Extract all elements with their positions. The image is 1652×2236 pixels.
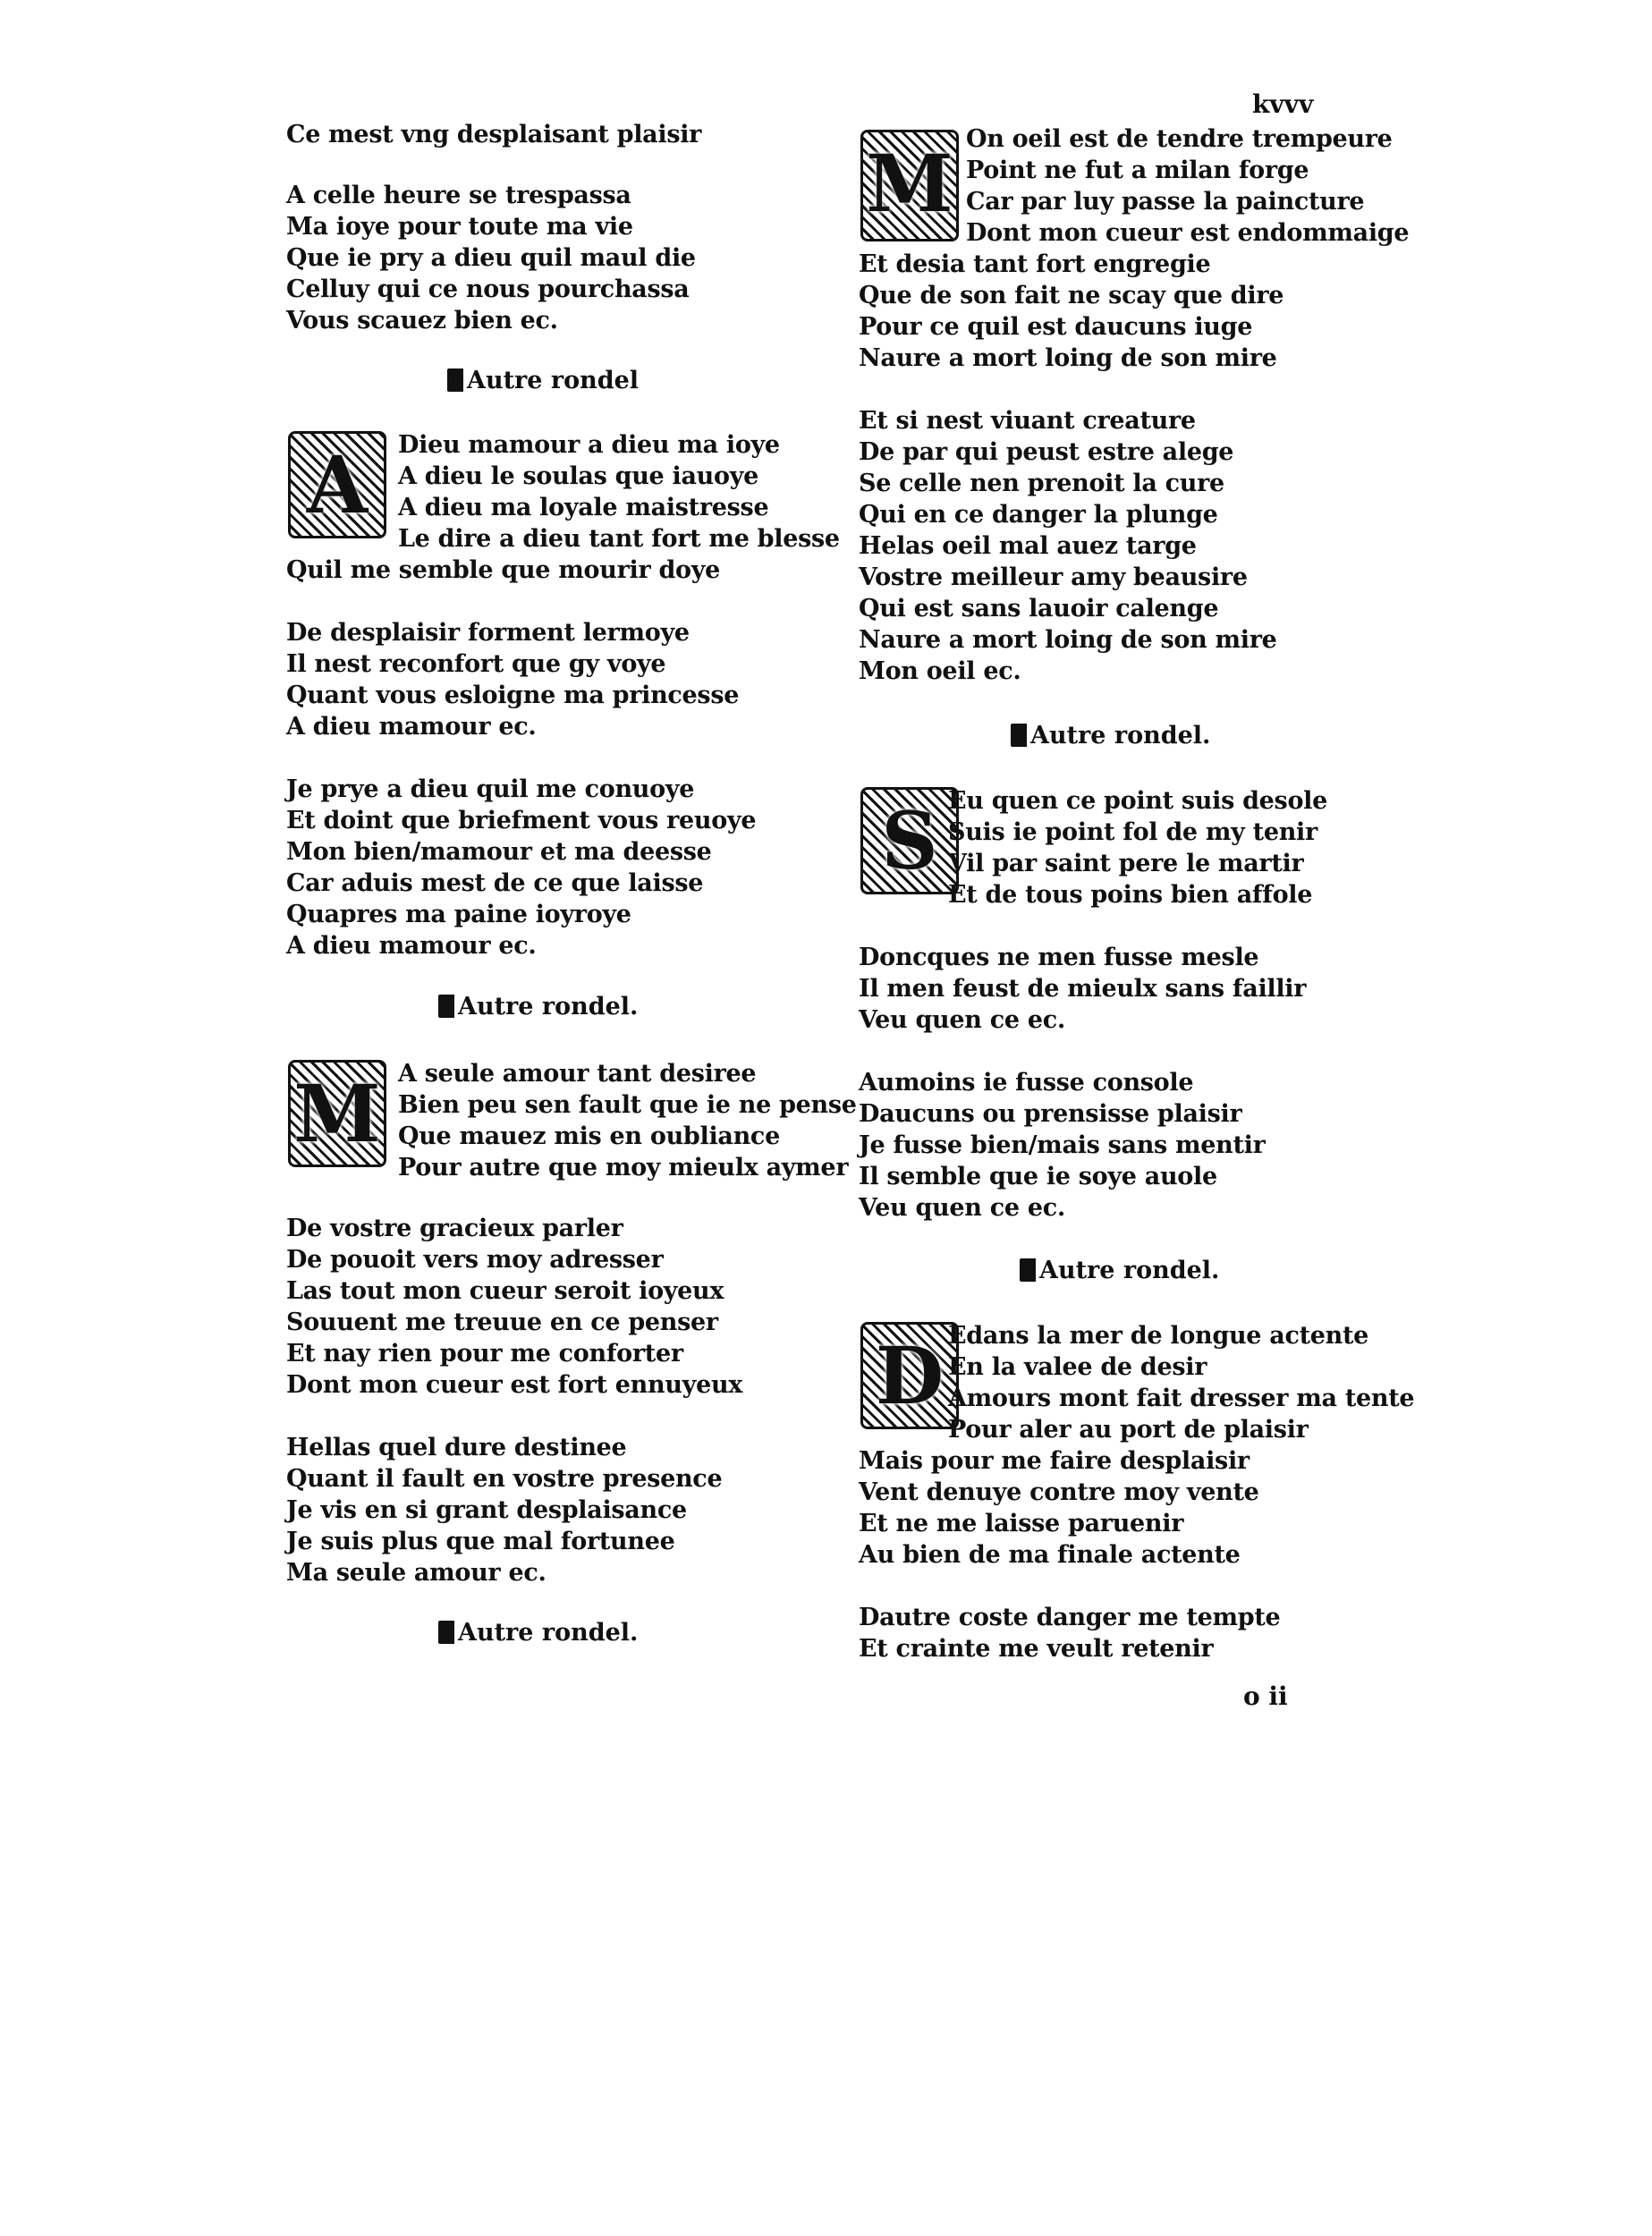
verse-line: Souuent me treuue en ce penser bbox=[286, 1309, 718, 1336]
rondel-heading bbox=[438, 1619, 638, 1647]
verse-line: Las tout mon cueur seroit ioyeux bbox=[286, 1277, 724, 1305]
verse-line: Ma seule amour ec. bbox=[286, 1559, 546, 1587]
verse-line: Que ie pry a dieu quil maul die bbox=[286, 244, 696, 272]
verse-line: Veu quen ce ec. bbox=[859, 1194, 1065, 1222]
verse-line: A dieu le soulas que iauoye bbox=[398, 462, 758, 490]
verse-line: Et si nest viuant creature bbox=[859, 407, 1196, 435]
verse-line: Et nay rien pour me conforter bbox=[286, 1340, 683, 1368]
verse-line: Quil me semble que mourir doye bbox=[286, 556, 721, 584]
verse-line: Veu quen ce ec. bbox=[859, 1006, 1065, 1034]
verse-line: Qui en ce danger la plunge bbox=[859, 501, 1218, 529]
verse-line: Mais pour me faire desplaisir bbox=[859, 1447, 1250, 1475]
verse-line: Naure a mort loing de son mire bbox=[859, 344, 1277, 372]
verse-line: Pour ce quil est daucuns iuge bbox=[859, 313, 1253, 341]
verse-line: Et crainte me veult retenir bbox=[859, 1635, 1214, 1663]
verse-line: Dieu mamour a dieu ma ioye bbox=[398, 431, 780, 459]
verse-line: Aumoins ie fusse console bbox=[859, 1069, 1194, 1097]
verse-line: Et ne me laisse paruenir bbox=[859, 1510, 1184, 1537]
verse-line: Il nest reconfort que gy voye bbox=[286, 650, 666, 678]
pilcrow-icon bbox=[1020, 1258, 1036, 1282]
verse-line: Il men feust de mieulx sans faillir bbox=[859, 975, 1307, 1003]
verse-line: Suis ie point fol de my tenir bbox=[948, 818, 1317, 846]
verse-line: Dont mon cueur est endommaige bbox=[966, 219, 1410, 247]
verse-line: A dieu mamour ec. bbox=[286, 713, 537, 741]
pilcrow-icon bbox=[438, 1621, 454, 1644]
initial-letter: A bbox=[306, 438, 369, 531]
verse-line: Point ne fut a milan forge bbox=[966, 157, 1309, 184]
verse-line: Vent denuye contre moy vente bbox=[859, 1478, 1259, 1506]
initial-letter: S bbox=[881, 794, 938, 887]
verse-line: Vostre meilleur amy beausire bbox=[859, 563, 1248, 591]
verse-line: De par qui peust estre alege bbox=[859, 438, 1234, 466]
verse-line: Vous scauez bien ec. bbox=[286, 307, 558, 335]
initial-letter: D bbox=[875, 1329, 945, 1422]
verse-line: Pour aler au port de plaisir bbox=[948, 1416, 1309, 1444]
verse-line: Mon bien/mamour et ma deesse bbox=[286, 838, 712, 866]
verse-line: Car par luy passe la paincture bbox=[966, 188, 1365, 216]
verse-line: A dieu ma loyale maistresse bbox=[398, 494, 769, 521]
folio-top: kvvv bbox=[1252, 89, 1314, 119]
verse-line: Au bien de ma finale actente bbox=[859, 1541, 1241, 1569]
decorated-initial bbox=[860, 130, 959, 241]
verse-line: A seule amour tant desiree bbox=[398, 1060, 757, 1088]
verse-line: A celle heure se trespassa bbox=[286, 182, 631, 209]
verse-line: Le dire a dieu tant fort me blesse bbox=[398, 525, 840, 553]
rondel-heading bbox=[1020, 1257, 1219, 1284]
verse-line: Quant vous esloigne ma princesse bbox=[286, 682, 740, 709]
verse-line: Amours mont fait dresser ma tente bbox=[948, 1385, 1415, 1412]
verse-line: Et desia tant fort engregie bbox=[859, 250, 1211, 278]
verse-line: Edans la mer de longue actente bbox=[948, 1322, 1369, 1350]
verse-line: En la valee de desir bbox=[948, 1353, 1207, 1381]
verse-line: Et de tous poins bien affole bbox=[948, 881, 1313, 909]
verse-line: Mon oeil ec. bbox=[859, 657, 1021, 685]
verse-line: Je vis en si grant desplaisance bbox=[286, 1496, 687, 1524]
verse-line: Ma ioye pour toute ma vie bbox=[286, 213, 633, 241]
verse-line: A dieu mamour ec. bbox=[286, 932, 537, 960]
verse-line: Hellas quel dure destinee bbox=[286, 1434, 627, 1461]
rondel-heading-text: Autre rondel. bbox=[1039, 1257, 1220, 1284]
rondel-heading bbox=[438, 993, 638, 1021]
verse-line: Que de son fait ne scay que dire bbox=[859, 282, 1284, 309]
verse-line: De desplaisir forment lermoye bbox=[286, 619, 690, 647]
initial-letter: M bbox=[293, 1067, 381, 1160]
verse-line: Pour autre que moy mieulx aymer bbox=[398, 1154, 849, 1182]
verse-line: Se celle nen prenoit la cure bbox=[859, 470, 1224, 497]
verse-line: Doncques ne men fusse mesle bbox=[859, 944, 1259, 971]
pilcrow-icon bbox=[1011, 724, 1027, 747]
verse-line: Dautre coste danger me tempte bbox=[859, 1604, 1281, 1631]
pilcrow-icon bbox=[438, 995, 454, 1018]
rondel-heading-text: Autre rondel. bbox=[458, 993, 639, 1021]
decorated-initial bbox=[288, 1060, 386, 1167]
verse-line: Quant il fault en vostre presence bbox=[286, 1465, 723, 1493]
verse-line: Helas oeil mal auez targe bbox=[859, 532, 1197, 560]
verse-line: Daucuns ou prensisse plaisir bbox=[859, 1100, 1242, 1128]
verse-line: Je suis plus que mal fortunee bbox=[286, 1528, 675, 1555]
verse-line: Car aduis mest de ce que laisse bbox=[286, 869, 704, 897]
rondel-heading bbox=[447, 367, 639, 394]
verse-line: Que mauez mis en oubliance bbox=[398, 1122, 780, 1150]
verse-line: Bien peu sen fault que ie ne pense bbox=[398, 1091, 857, 1119]
pilcrow-icon bbox=[447, 368, 463, 392]
verse-line: Je prye a dieu quil me conuoye bbox=[286, 775, 695, 803]
verse-line: De pouoit vers moy adresser bbox=[286, 1246, 664, 1274]
verse-line: Celluy qui ce nous pourchassa bbox=[286, 275, 690, 303]
verse-line: De vostre gracieux parler bbox=[286, 1215, 623, 1242]
folio-bottom: o ii bbox=[1243, 1681, 1288, 1711]
verse-line: Qui est sans lauoir calenge bbox=[859, 595, 1219, 623]
initial-letter: M bbox=[866, 137, 953, 230]
verse-line: Naure a mort loing de son mire bbox=[859, 626, 1277, 654]
verse-line: Eu quen ce point suis desole bbox=[948, 787, 1327, 815]
rondel-heading-text: Autre rondel. bbox=[1030, 722, 1211, 750]
decorated-initial bbox=[860, 1322, 959, 1429]
decorated-initial bbox=[288, 431, 386, 538]
verse-line: Dont mon cueur est fort ennuyeux bbox=[286, 1371, 743, 1399]
verse-line: On oeil est de tendre trempeure bbox=[966, 125, 1393, 153]
decorated-initial bbox=[860, 787, 959, 894]
verse-line: Et doint que briefment vous reuoye bbox=[286, 807, 757, 834]
verse-line: Il semble que ie soye auole bbox=[859, 1163, 1217, 1190]
verse-line: Vil par saint pere le martir bbox=[948, 850, 1304, 877]
verse-line: Ce mest vng desplaisant plaisir bbox=[286, 121, 702, 148]
rondel-heading-text: Autre rondel. bbox=[458, 1619, 639, 1647]
verse-line: Je fusse bien/mais sans mentir bbox=[859, 1131, 1266, 1159]
rondel-heading-text: Autre rondel bbox=[467, 367, 640, 394]
rondel-heading bbox=[1011, 722, 1210, 750]
verse-line: Quapres ma paine ioyroye bbox=[286, 901, 631, 928]
